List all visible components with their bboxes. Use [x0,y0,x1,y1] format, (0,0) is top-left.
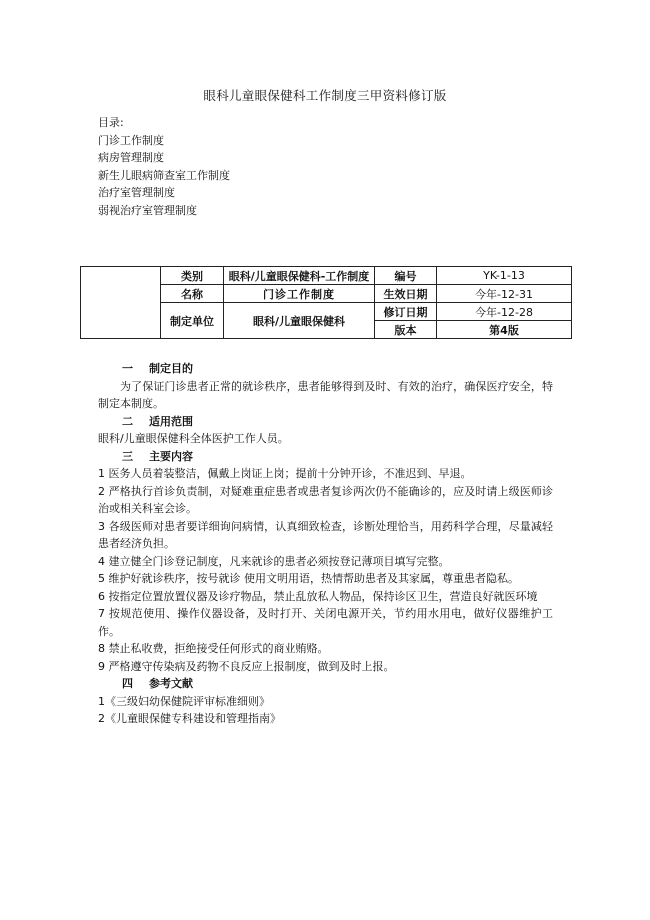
revision-date-label: 修订日期 [375,303,437,321]
document-body [98,360,553,728]
content-item: 6 按指定位置放置仪器及诊疗物品，禁止乱放私人物品，保持诊区卫生，营造良好就医环境 [98,589,538,603]
table-of-contents [98,114,230,219]
toc-item: 治疗室管理制度 [98,186,175,199]
section-heading-purpose [98,360,553,378]
section-title: 参考文献 [149,677,193,690]
section-number: 二 [122,414,133,428]
category-label: 类别 [161,267,224,285]
number-label: 编号 [375,267,437,285]
content-item: 5 维护好就诊秩序，按号就诊 使用文明用语，热情帮助患者及其家属，尊重患者隐私。 [98,572,519,585]
section-title: 适用范围 [149,414,193,428]
version-label: 版本 [375,321,437,339]
content-item: 1 医务人员着装整洁，佩戴上岗证上岗；提前十分钟开诊，不准迟到、早退。 [98,467,472,480]
name-value: 门诊工作制度 [224,285,375,303]
section-number: 三 [122,449,133,463]
toc-item: 门诊工作制度 [98,133,164,147]
content-item: 8 禁止私收费，拒绝接受任何形式的商业贿赂。 [98,642,329,655]
version-value: 第4版 [437,321,572,339]
meta-blank-cell [81,267,161,339]
section-title: 主要内容 [149,449,193,463]
effective-date-label: 生效日期 [375,285,437,303]
effective-date-value: 今年-12-31 [437,285,572,303]
unit-label: 制定单位 [161,303,224,339]
scope-text: 眼科/儿童眼保健科全体医护工作人员。 [98,432,289,445]
section-number: 一 [122,362,133,375]
content-item: 2 严格执行首诊负责制，对疑难重症患者或患者复诊两次仍不能确诊的，应及时请上级医师诊治或相关科室会诊。 [98,484,553,515]
number-value: YK-1-13 [437,267,572,285]
purpose-text: 为了保证门诊患者正常的就诊秩序，患者能够得到及时、有效的治疗，确保医疗安全，特制定本制度。 [98,379,553,410]
content-item: 7 按规范使用、操作仪器设备，及时打开、关闭电源开关，节约用水用电，做好仪器维护工作。 [98,607,553,638]
reference-item: 1《三级妇幼保健院评审标准细则》 [98,694,270,708]
toc-item: 病房管理制度 [98,151,164,164]
revision-date-value: 今年-12-28 [437,303,572,321]
toc-label: 目录: [98,116,124,129]
toc-item: 新生儿眼病筛查室工作制度 [98,168,230,182]
section-number: 四 [122,677,133,690]
section-heading-references [98,675,553,693]
name-label: 名称 [161,285,224,303]
content-item: 9 严格遵守传染病及药物不良反应上报制度，做到及时上报。 [98,659,395,673]
content-item: 3 各级医师对患者要详细询问病情，认真细致检查，诊断处理恰当，用药科学合理，尽量减轻患者经济负担。 [98,519,553,550]
toc-item: 弱视治疗室管理制度 [98,203,197,217]
section-heading-scope [98,413,553,431]
content-item: 4 建立健全门诊登记制度，凡来就诊的患者必须按登记薄项目填写完整。 [98,554,450,568]
unit-value: 眼科/儿童眼保健科 [224,303,375,339]
category-value: 眼科/儿童眼保健科-工作制度 [224,267,375,285]
reference-item: 2《儿童眼保健专科建设和管理指南》 [98,712,281,725]
document-title: 眼科儿童眼保健科工作制度三甲资料修订版 [203,88,447,103]
document-meta-table [80,266,572,339]
section-title: 制定目的 [149,362,193,375]
section-heading-content [98,448,553,466]
